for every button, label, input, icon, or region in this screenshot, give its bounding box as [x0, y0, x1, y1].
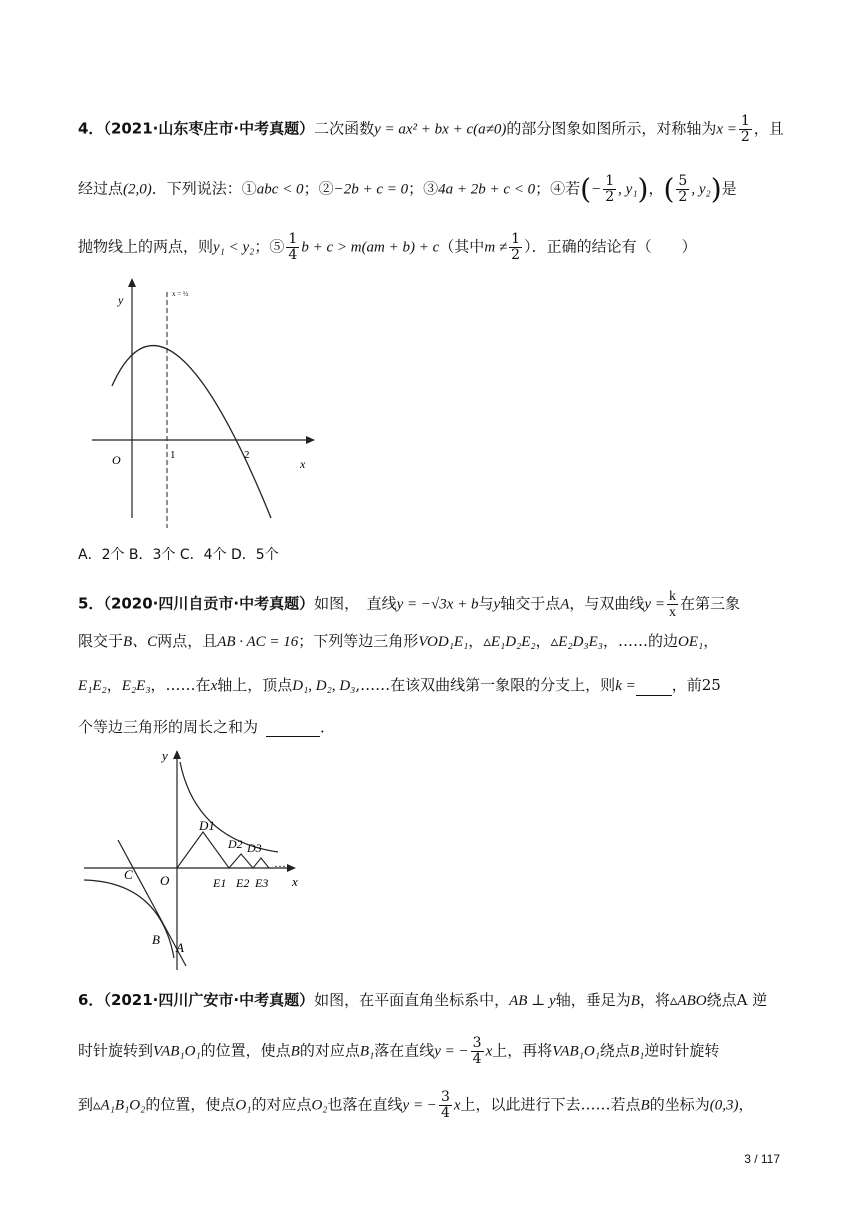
q6-line-2: 时针旋转到VAB₁O₁的位置，使点B的对应点B₁落在直线y = − $\frac{3}{4}$ x上，再将VAB₁O₁绕点B₁逆时针旋转 [78, 1035, 720, 1067]
q6-number: 6． [78, 991, 104, 1009]
q5-line-3: E₁E₂，E₂E₃，……在x轴上，顶点D₁, D₂, D₃,……在该双曲线第一象限的分支上，则k = ，前25 [78, 676, 721, 694]
q5-x-arrow-icon [287, 864, 296, 872]
q6-slope-fraction: $\frac{3}{4}$ [472, 1035, 482, 1067]
q5-origin-label: O [160, 873, 170, 888]
q4-origin-label: O [112, 453, 121, 467]
q4-point2-fraction: $\frac{5}{2}$ [678, 173, 688, 205]
q4-line-3: 抛物线上的两点，则y₁ < y₂；⑤ $\frac{1}{4}$ b + c > m(am + b) + c（其中m ≠ $\frac{1}{2}$ ）．正确的结论有（ ） [78, 231, 697, 263]
q5-source: （2020·四川自贡市·中考真题） [103, 594, 315, 613]
q4-parabola-curve [112, 346, 271, 518]
q5-hyperbola-graph [78, 744, 308, 974]
q4-tick-1: 1 [170, 449, 176, 461]
q5-hyperbola: y = [644, 596, 665, 613]
q4-point1-fraction: $\frac{1}{2}$ [605, 173, 615, 205]
q4-text: 二次函数 [314, 119, 375, 138]
q5-condition: AB · AC = 16 [217, 634, 299, 650]
q4-options: A．2个 B．3个 C．4个 D．5个 [78, 547, 279, 563]
q4-parabola-graph [78, 278, 338, 528]
q6-source: （2021·四川广安市·中考真题） [103, 991, 315, 1009]
q6-coordinate: (0,3) [709, 1097, 739, 1114]
q5-blank-k[interactable] [636, 695, 672, 696]
q4-statement-3: 4a + 2b + c < 0 [438, 181, 536, 198]
q4-line-1 [78, 114, 784, 145]
q4-line-2: 经过点(2,0)．下列说法：①abc < 0；②−2b + c = 0；③4a + 2b + c < 0；④若(− $\frac{1}{2}$ , y₁)，( $\frac{5}{2}$ , y₂)是 [78, 172, 737, 206]
q5-point-b: B [152, 932, 160, 947]
q6-line-equation: y = − [434, 1043, 469, 1060]
q4-text: ．下列说法：① [151, 179, 257, 198]
q4-x-label: x [300, 457, 306, 471]
q5-line-equation: y = −√3x + b [396, 596, 479, 613]
q4-function: y = ax² + bx + c(a≠0) [374, 121, 507, 138]
page-number: 3 / 117 [744, 1152, 780, 1166]
q4-statement-2: −2b + c = 0 [333, 181, 409, 198]
q5-blank-perimeter[interactable] [266, 736, 320, 737]
q4-condition-fraction: $\frac{1}{2}$ [511, 231, 521, 263]
q5-point-d3: D3 [247, 841, 262, 855]
q5-line-4: 个等边三角形的周长之和为 ． [78, 718, 336, 736]
q4-point: (2,0) [123, 181, 152, 198]
q4-text: ，且 [753, 119, 784, 138]
q5-y-arrow-icon [173, 750, 181, 759]
q4-statement-5-fraction: $\frac{1}{4}$ [288, 231, 298, 263]
q4-number: 4． [78, 119, 104, 138]
q4-source: （2021·山东枣庄市·中考真题） [103, 119, 315, 138]
q5-point-c: C [124, 867, 133, 882]
q5-point-a: A [176, 940, 184, 955]
q5-point-d2: D2 [228, 837, 243, 851]
q5-ellipsis: … [274, 856, 286, 870]
q5-x-label: x [292, 874, 298, 889]
q4-y-arrow-icon [128, 278, 136, 287]
q4-x-arrow-icon [306, 436, 315, 444]
q5-point-d1: D1 [199, 818, 215, 833]
q5-point-e1: E1 [213, 876, 227, 890]
q4-statement-5: b + c > m(am + b) + c [301, 239, 440, 256]
q4-text: 的部分图象如图所示，对称轴为 [506, 119, 717, 138]
q4-axis-fraction: $\frac{1}{2}$ [740, 113, 750, 145]
q5-hyperbola-fraction: $\frac{k}{x}$ [668, 589, 676, 620]
q5-y-label: y [162, 748, 168, 763]
q6-line-1: 6．（2021·四川广安市·中考真题）如图，在平面直角坐标系中，AB ⊥ y轴，垂足为B，将▵ABO绕点A 逆 [78, 991, 768, 1009]
q6-slope-fraction-2: $\frac{3}{4}$ [440, 1089, 450, 1121]
q5-line-1: 5．（2020·四川自贡市·中考真题）如图， 直线y = −√3x + b与y轴交于点A，与双曲线y = $\frac{k}{x}$ 在第三象 [78, 589, 740, 620]
q5-number: 5． [78, 594, 104, 613]
q4-y-label: y [118, 293, 124, 307]
q6-perpendicular: AB ⊥ y [509, 993, 556, 1009]
q5-point-e2: E2 [236, 876, 250, 890]
q5-line-2: 限交于B、C两点，且AB · AC = 16；下列等边三角形VOD₁E₁，▵E₁D₂E₂，▵E₂D₃E₃，……的边OE₁， [78, 632, 719, 650]
q4-text: 经过点 [78, 179, 124, 198]
q4-tick-2: 2 [244, 449, 250, 461]
q4-statement-4: y₁ < y₂ [213, 239, 255, 256]
q6-line-3: 到▵A₁B₁O₂的位置，使点O₁的对应点O₂也落在直线y = − $\frac{3}{4}$ x上，以此进行下去……若点B的坐标为(0,3)， [78, 1089, 754, 1121]
q4-statement-1: abc < 0 [256, 181, 304, 198]
q4-axis-eq: x = [716, 121, 737, 138]
q4-axis-annotation: x = ½ [172, 290, 189, 298]
q5-point-e3: E3 [255, 876, 269, 890]
